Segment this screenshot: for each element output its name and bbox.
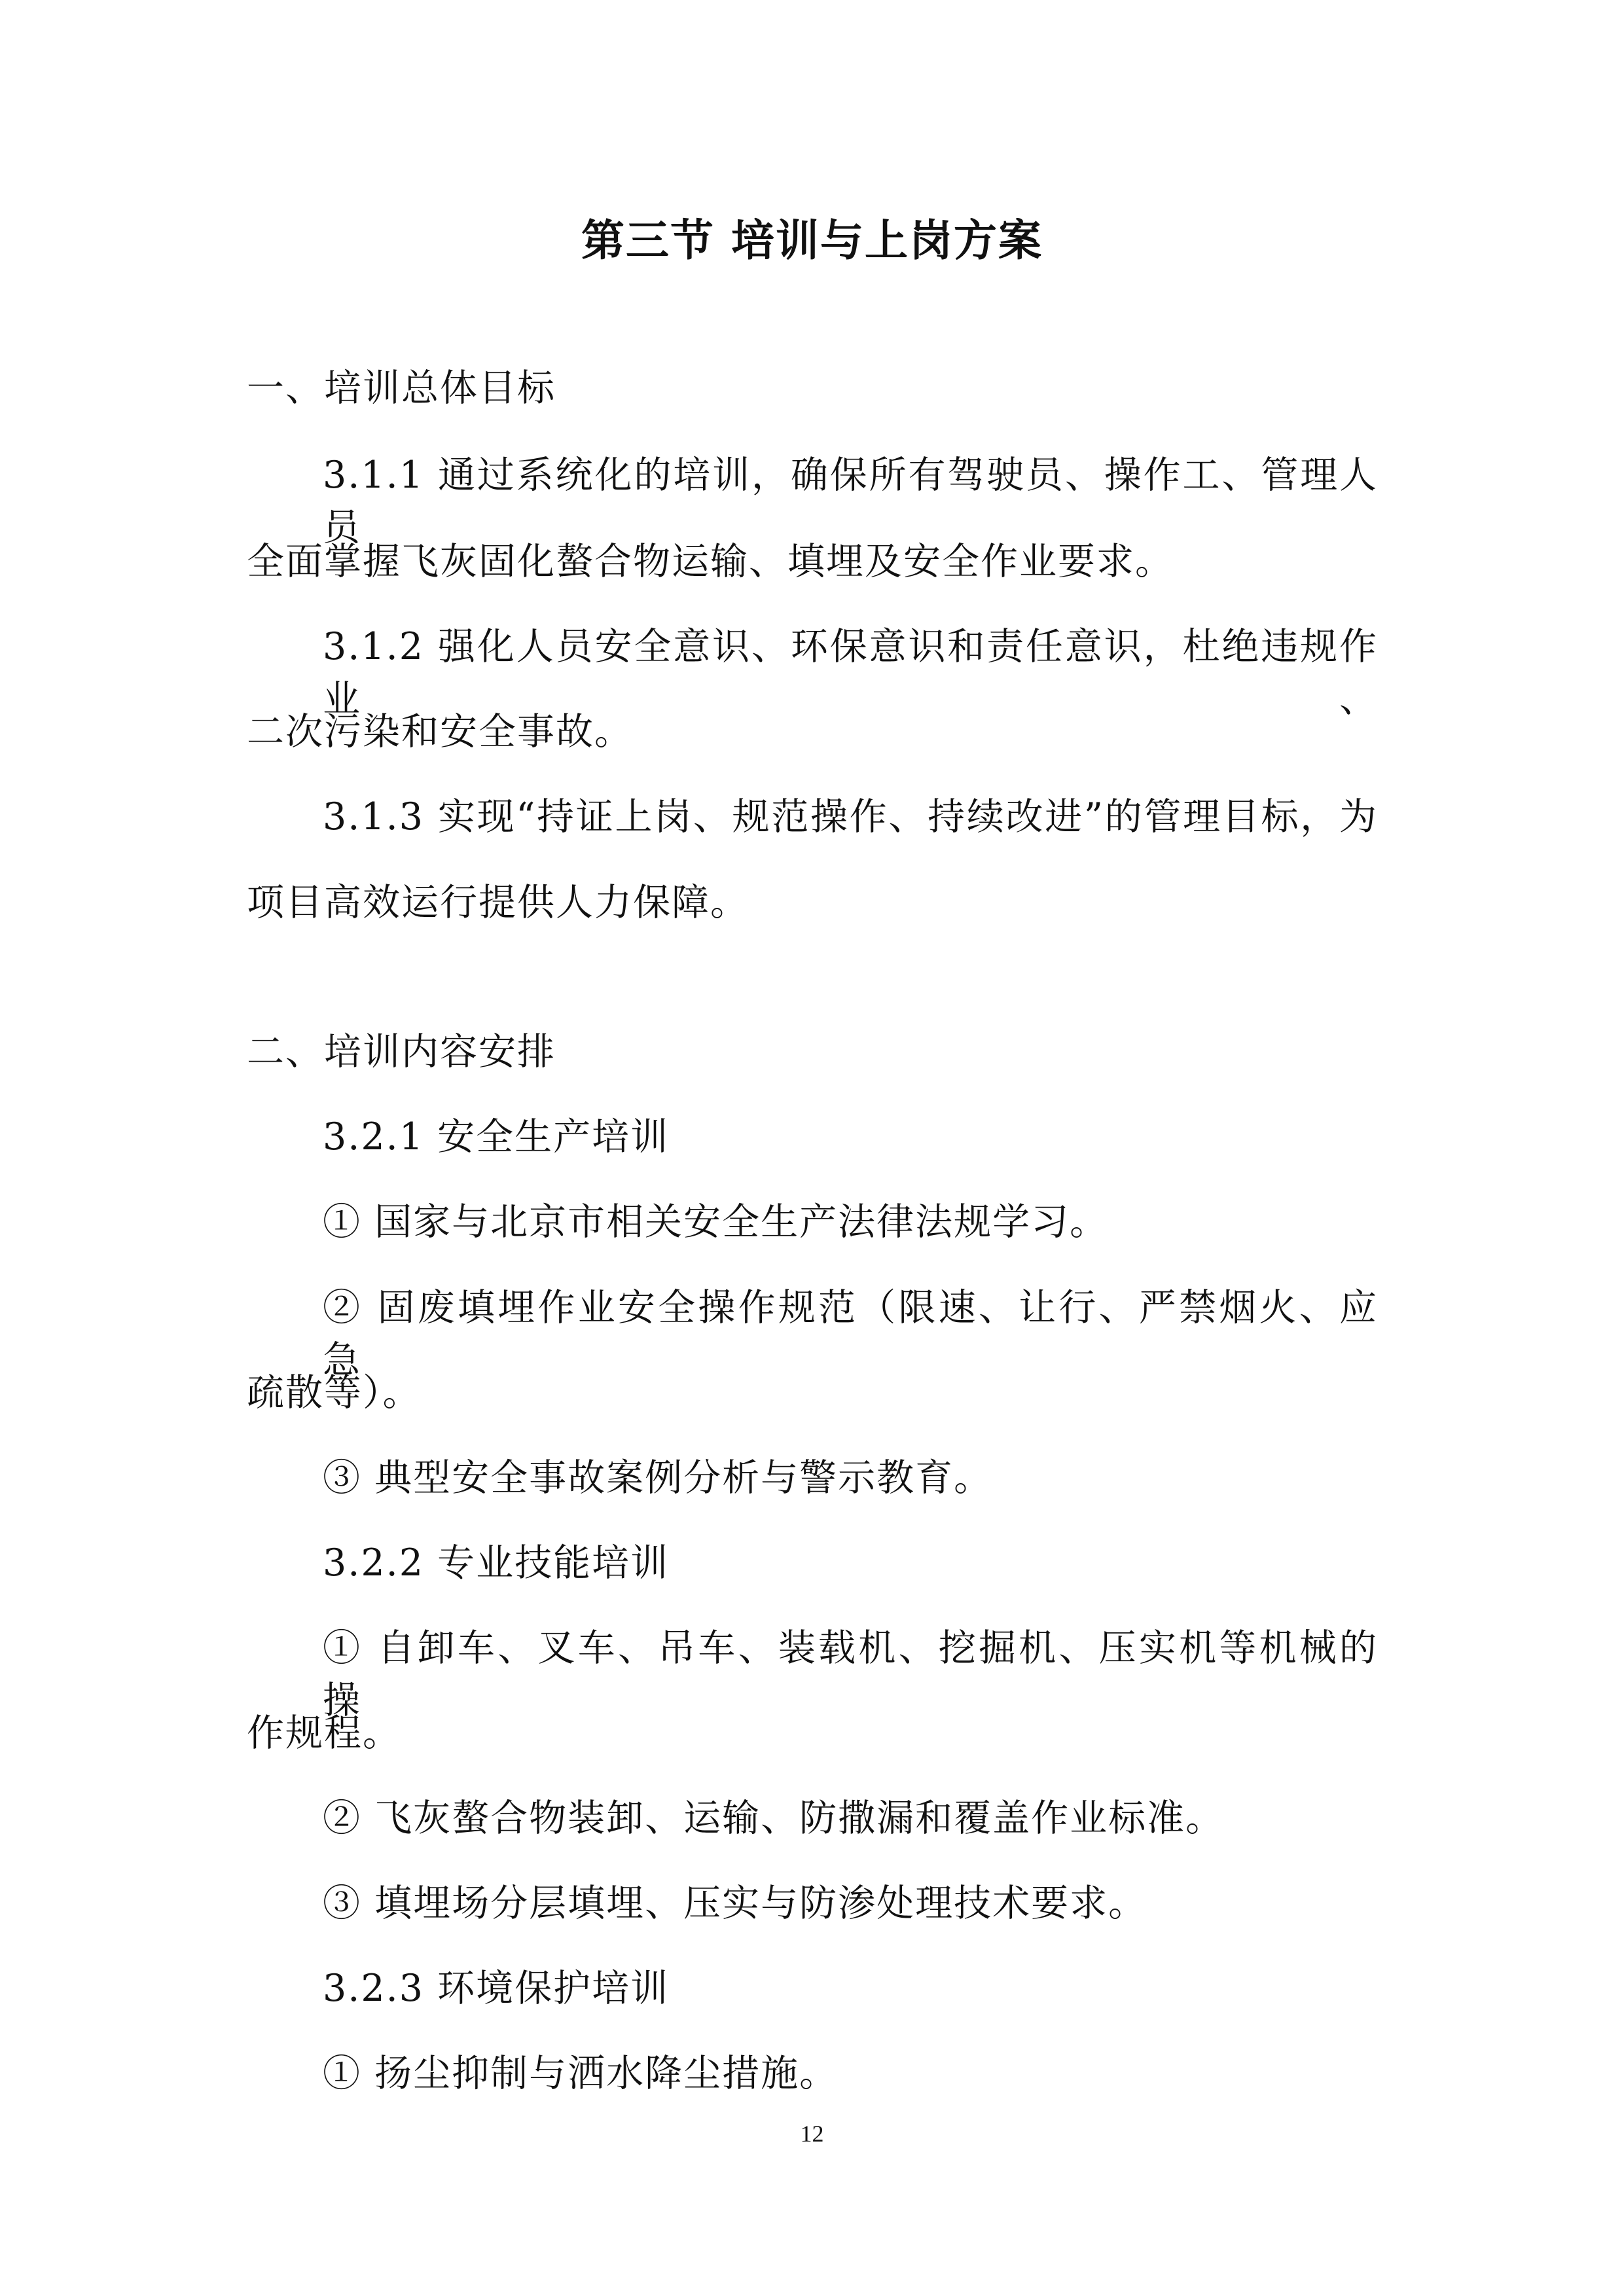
section-heading-1: 一、培训总体目标 — [247, 367, 556, 410]
paragraph-3-1-1-line2: 全面掌握飞灰固化螯合物运输、填埋及安全作业要求。 — [247, 540, 1174, 583]
section-heading-2: 二、培训内容安排 — [247, 1030, 556, 1073]
list-item: ② 固废填埋作业安全操作规范（限速、让行、严禁烟火、应急 — [323, 1286, 1378, 1382]
list-item: ③ 典型安全事故案例分析与警示教育。 — [323, 1456, 993, 1499]
section-title: 第三节 培训与上岗方案 — [581, 215, 1043, 266]
subsection-title-3-2-3: 3.2.3 环境保护培训 — [323, 1967, 670, 2010]
list-item: ③ 填埋场分层填埋、压实与防渗处理技术要求。 — [323, 1882, 1147, 1925]
list-item-continuation: 疏散等）。 — [247, 1371, 422, 1414]
paragraph-3-1-1-line1: 3.1.1 通过系统化的培训，确保所有驾驶员、操作工、管理人员 — [323, 454, 1378, 549]
paragraph-3-1-3-line2: 项目高效运行提供人力保障。 — [247, 881, 749, 924]
subsection-title-3-2-1: 3.2.1 安全生产培训 — [323, 1115, 670, 1158]
paragraph-3-1-2-line1: 3.1.2 强化人员安全意识、环保意识和责任意识，杜绝违规作业、 — [323, 625, 1378, 721]
page-number: 12 — [800, 2121, 824, 2147]
list-item: ① 国家与北京市相关安全生产法律法规学习。 — [323, 1200, 1109, 1244]
list-item: ① 扬尘抑制与洒水降尘措施。 — [323, 2052, 839, 2095]
list-item: ② 飞灰螯合物装卸、运输、防撒漏和覆盖作业标准。 — [323, 1797, 1225, 1840]
list-item: ① 自卸车、叉车、吊车、装载机、挖掘机、压实机等机械的操 — [323, 1626, 1378, 1722]
paragraph-3-1-2-line2: 二次污染和安全事故。 — [247, 710, 633, 753]
list-item-continuation: 作规程。 — [247, 1712, 401, 1755]
paragraph-3-1-3-line1: 3.1.3 实现“持证上岗、规范操作、持续改进”的管理目标，为 — [323, 795, 1378, 838]
subsection-title-3-2-2: 3.2.2 专业技能培训 — [323, 1541, 670, 1585]
